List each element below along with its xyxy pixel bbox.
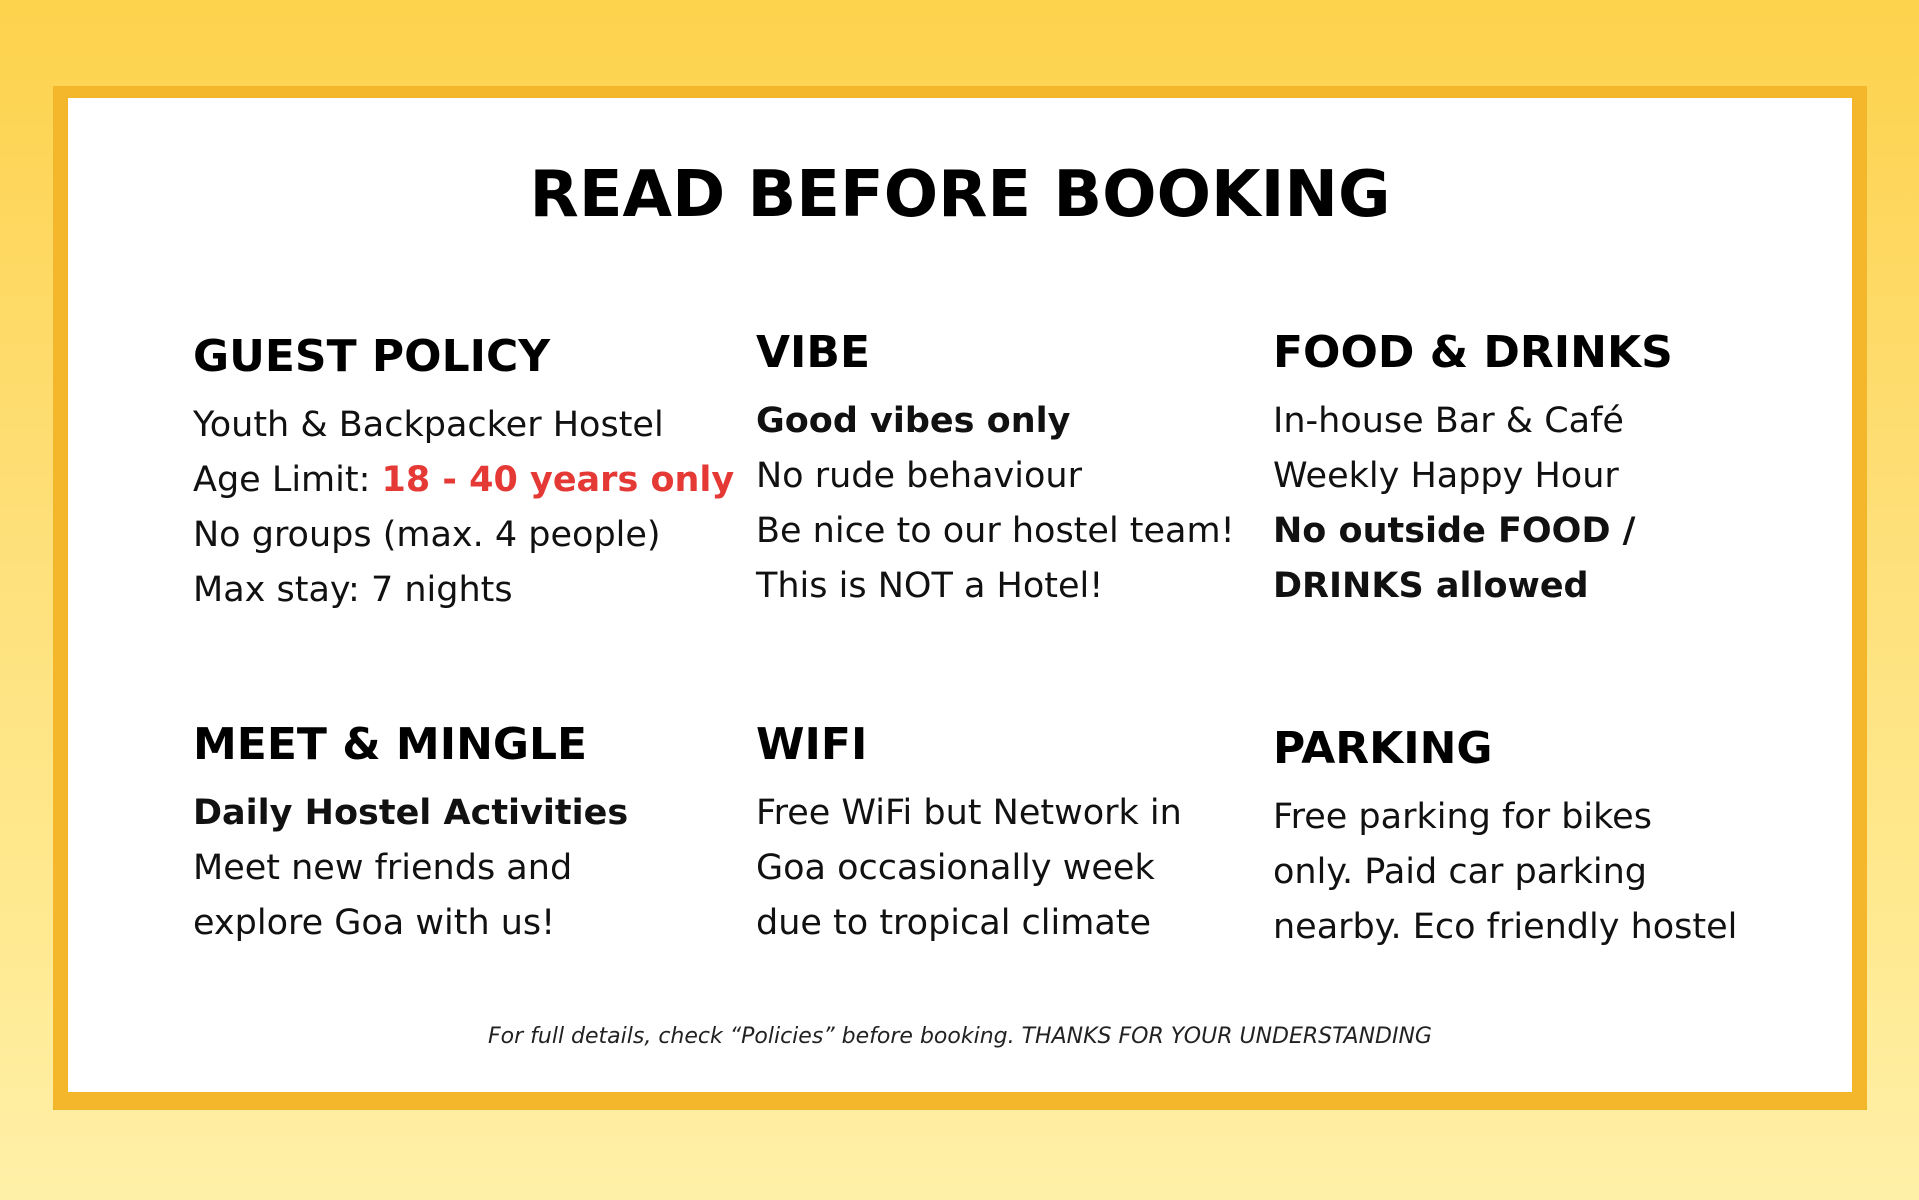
wifi-heading: WIFI	[756, 719, 868, 770]
vibe-line: This is NOT a Hotel!	[756, 566, 1104, 606]
guest-policy-lines	[193, 398, 734, 618]
wifi-line: Goa occasionally week	[756, 848, 1155, 888]
section-guest-policy	[193, 330, 734, 618]
section-wifi	[756, 718, 1182, 951]
section-vibe	[756, 326, 1235, 614]
food-drinks-highlight-line: DRINKS allowed	[1273, 566, 1589, 606]
guest-policy-age-line	[193, 453, 734, 508]
wifi-line: due to tropical climate	[756, 903, 1152, 943]
food-drinks-highlight-line: No outside FOOD /	[1273, 511, 1636, 551]
guest-policy-line: Max stay: 7 nights	[193, 570, 513, 610]
food-drinks-heading: FOOD & DRINKS	[1273, 327, 1673, 378]
notice-card	[68, 98, 1852, 1092]
vibe-line: Be nice to our hostel team!	[756, 511, 1235, 551]
meet-mingle-highlight-line: Daily Hostel Activities	[193, 793, 629, 833]
wifi-line: Free WiFi but Network in	[756, 793, 1182, 833]
parking-line: only. Paid car parking	[1273, 852, 1647, 892]
wifi-lines	[756, 786, 1182, 951]
vibe-line: No rude behaviour	[756, 456, 1082, 496]
parking-line: nearby. Eco friendly hostel	[1273, 907, 1738, 947]
meet-mingle-heading: MEET & MINGLE	[193, 719, 588, 770]
parking-lines	[1273, 790, 1737, 955]
vibe-heading: VIBE	[756, 327, 871, 378]
age-limit-label: Age Limit:	[193, 460, 382, 500]
footer-note: For full details, check “Policies” before booking. THANKS FOR YOUR UNDERSTANDING	[488, 1024, 1432, 1049]
guest-policy-line: No groups (max. 4 people)	[193, 515, 661, 555]
page-title: READ BEFORE BOOKING	[529, 158, 1391, 232]
food-drinks-line: Weekly Happy Hour	[1273, 456, 1619, 496]
section-food-drinks	[1273, 326, 1673, 614]
food-drinks-line: In-house Bar & Café	[1273, 401, 1624, 441]
meet-mingle-lines	[193, 786, 628, 951]
guest-policy-line: Youth & Backpacker Hostel	[193, 405, 664, 445]
meet-mingle-line: Meet new friends and	[193, 848, 573, 888]
parking-line: Free parking for bikes	[1273, 797, 1652, 837]
parking-heading: PARKING	[1273, 723, 1493, 774]
vibe-lines	[756, 394, 1235, 614]
vibe-highlight-line: Good vibes only	[756, 401, 1071, 441]
meet-mingle-line: explore Goa with us!	[193, 903, 556, 943]
age-limit-value: 18 - 40 years only	[381, 460, 735, 500]
section-meet-mingle	[193, 718, 628, 951]
section-parking	[1273, 722, 1737, 955]
food-drinks-lines	[1273, 394, 1673, 614]
guest-policy-heading: GUEST POLICY	[193, 331, 551, 382]
